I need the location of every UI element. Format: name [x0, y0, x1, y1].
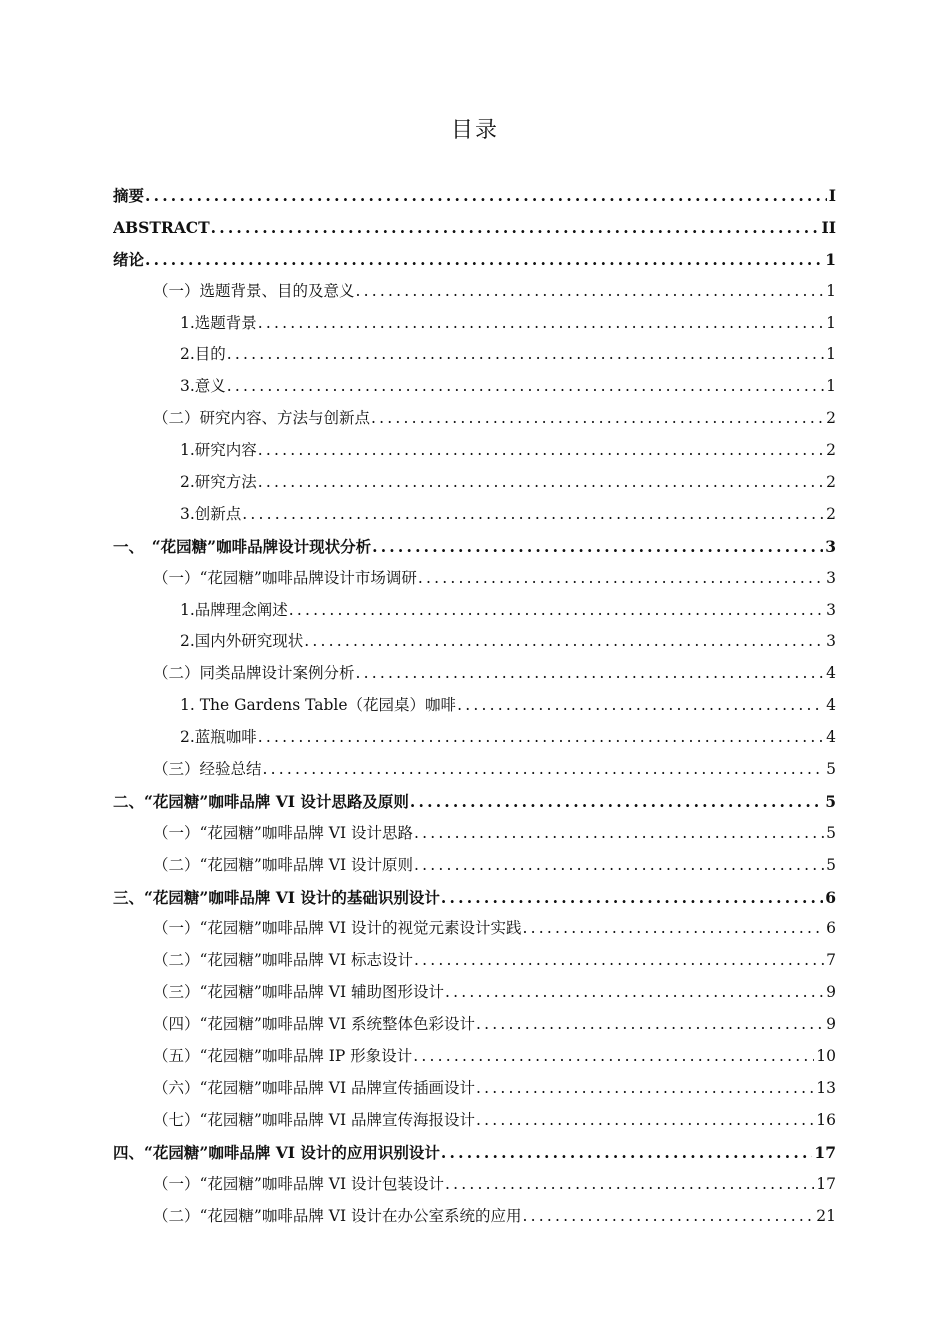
toc-page-number: 5 — [826, 760, 836, 779]
toc-page-number: 7 — [826, 951, 836, 970]
toc-entry-title: 2.国内外研究现状 — [180, 632, 304, 651]
toc-page-number: 9 — [826, 983, 836, 1002]
toc-subsection-entry[interactable] — [113, 467, 836, 499]
toc-entry-title: （四）“花园糖”咖啡品牌 VI 系统整体色彩设计 — [153, 1015, 476, 1034]
toc-entry-title: （三）经验总结 — [153, 760, 262, 779]
toc-section-entry[interactable] — [113, 1201, 836, 1233]
toc-subsection-entry[interactable] — [113, 308, 836, 340]
toc-entry-title: 三、“花园糖”咖啡品牌 VI 设计的基础识别设计 — [113, 887, 440, 907]
toc-page-number: 9 — [826, 1015, 836, 1034]
toc-entry-title: 二、“花园糖”咖啡品牌 VI 设计思路及原则 — [113, 791, 409, 811]
toc-page-number: 10 — [816, 1047, 836, 1066]
toc-page-number: 3 — [826, 600, 836, 619]
toc-dot-leader — [289, 595, 824, 627]
toc-entry-title: （二）“花园糖”咖啡品牌 VI 设计原则 — [153, 855, 414, 874]
toc-chapter-entry[interactable] — [113, 244, 836, 276]
toc-dot-leader — [258, 467, 824, 499]
toc-section-entry[interactable] — [113, 658, 836, 690]
toc-section-entry[interactable] — [113, 850, 836, 882]
toc-entry-title: ABSTRACT — [113, 217, 210, 237]
toc-entry-title: 3.创新点 — [180, 504, 242, 523]
toc-page-number: 5 — [826, 855, 836, 874]
table-of-contents — [113, 180, 836, 1232]
toc-dot-leader — [476, 1009, 824, 1041]
toc-chapter-entry[interactable] — [113, 180, 836, 212]
toc-page-number: 3 — [826, 568, 836, 587]
toc-page-number: 13 — [816, 1078, 836, 1097]
toc-entry-title: （二）同类品牌设计案例分析 — [153, 664, 355, 683]
toc-page-number: 4 — [826, 696, 836, 715]
toc-subsection-entry[interactable] — [113, 435, 836, 467]
toc-section-entry[interactable] — [113, 1041, 836, 1073]
toc-dot-leader — [258, 308, 824, 340]
toc-dot-leader — [445, 1169, 814, 1201]
toc-subsection-entry[interactable] — [113, 626, 836, 658]
toc-dot-leader — [457, 690, 824, 722]
toc-entry-title: 3.意义 — [180, 377, 226, 396]
toc-entry-title: 一、 “花园糖”咖啡品牌设计现状分析 — [113, 536, 372, 556]
toc-entry-title: （七）“花园糖”咖啡品牌 VI 品牌宣传海报设计 — [153, 1110, 476, 1129]
toc-section-entry[interactable] — [113, 977, 836, 1009]
toc-entry-title: （一）“花园糖”咖啡品牌设计市场调研 — [153, 568, 417, 587]
toc-dot-leader — [441, 882, 823, 914]
toc-page-number: 21 — [816, 1206, 836, 1225]
toc-entry-title: 1. The Gardens Table（花园桌）咖啡 — [180, 696, 457, 715]
toc-chapter-entry[interactable] — [113, 882, 836, 914]
toc-page-number: 2 — [826, 504, 836, 523]
toc-subsection-entry[interactable] — [113, 339, 836, 371]
toc-entry-title: （一）“花园糖”咖啡品牌 VI 设计的视觉元素设计实践 — [153, 919, 522, 938]
toc-section-entry[interactable] — [113, 403, 836, 435]
toc-section-entry[interactable] — [113, 1073, 836, 1105]
toc-chapter-entry[interactable] — [113, 1137, 836, 1169]
toc-section-entry[interactable] — [113, 754, 836, 786]
toc-section-entry[interactable] — [113, 1105, 836, 1137]
toc-subsection-entry[interactable] — [113, 595, 836, 627]
page-title: 目录 — [450, 118, 499, 143]
toc-page-number: I — [828, 186, 836, 205]
toc-page-number: 16 — [816, 1110, 836, 1129]
toc-chapter-entry[interactable] — [113, 786, 836, 818]
toc-subsection-entry[interactable] — [113, 499, 836, 531]
toc-page-number: II — [821, 217, 836, 237]
toc-entry-title: （五）“花园糖”咖啡品牌 IP 形象设计 — [153, 1047, 413, 1066]
toc-entry-title: （二）研究内容、方法与创新点 — [153, 409, 371, 428]
toc-entry-title: 2.目的 — [180, 345, 226, 364]
toc-entry-title: （一）选题背景、目的及意义 — [153, 281, 355, 300]
toc-page-number: 17 — [816, 1174, 836, 1193]
toc-dot-leader — [211, 212, 820, 244]
toc-subsection-entry[interactable] — [113, 371, 836, 403]
toc-dot-leader — [227, 371, 824, 403]
toc-entry-title: （二）“花园糖”咖啡品牌 VI 设计在办公室系统的应用 — [153, 1206, 522, 1225]
toc-dot-leader — [371, 403, 824, 435]
toc-section-entry[interactable] — [113, 1009, 836, 1041]
toc-page-number: 1 — [825, 249, 836, 269]
toc-page-number: 2 — [826, 441, 836, 460]
toc-dot-leader — [258, 722, 824, 754]
toc-page-number: 17 — [814, 1142, 836, 1162]
toc-page-number: 2 — [826, 409, 836, 428]
toc-page-number: 6 — [826, 919, 836, 938]
toc-dot-leader — [145, 180, 827, 212]
toc-dot-leader — [441, 1137, 813, 1169]
toc-dot-leader — [227, 339, 824, 371]
toc-dot-leader — [356, 658, 825, 690]
toc-page-number: 4 — [826, 664, 836, 683]
toc-page-number: 1 — [826, 281, 836, 300]
toc-entry-title: 绪论 — [113, 249, 145, 269]
toc-entry-title: （二）“花园糖”咖啡品牌 VI 标志设计 — [153, 951, 414, 970]
toc-page-number: 2 — [826, 473, 836, 492]
toc-entry-title: 2.研究方法 — [180, 473, 257, 492]
toc-dot-leader — [414, 818, 824, 850]
toc-dot-leader — [523, 913, 825, 945]
toc-dot-leader — [523, 1201, 815, 1233]
toc-dot-leader — [410, 786, 823, 818]
toc-entry-title: 2.蓝瓶咖啡 — [180, 728, 257, 747]
toc-dot-leader — [476, 1105, 814, 1137]
toc-page-number: 4 — [826, 728, 836, 747]
toc-entry-title: 1.研究内容 — [180, 441, 257, 460]
toc-dot-leader — [413, 1041, 814, 1073]
toc-dot-leader — [414, 945, 824, 977]
toc-section-entry[interactable] — [113, 818, 836, 850]
toc-section-entry[interactable] — [113, 563, 836, 595]
toc-dot-leader — [476, 1073, 814, 1105]
toc-dot-leader — [263, 754, 825, 786]
toc-dot-leader — [418, 563, 824, 595]
toc-entry-title: 四、“花园糖”咖啡品牌 VI 设计的应用识别设计 — [113, 1142, 440, 1162]
toc-entry-title: （一）“花园糖”咖啡品牌 VI 设计思路 — [153, 823, 414, 842]
toc-chapter-entry[interactable] — [113, 531, 836, 563]
toc-page-number: 3 — [825, 536, 836, 556]
toc-dot-leader — [242, 499, 824, 531]
toc-dot-leader — [445, 977, 824, 1009]
toc-entry-title: （一）“花园糖”咖啡品牌 VI 设计包装设计 — [153, 1174, 445, 1193]
toc-dot-leader — [304, 626, 824, 658]
toc-entry-title: （三）“花园糖”咖啡品牌 VI 辅助图形设计 — [153, 983, 445, 1002]
toc-page-number: 5 — [825, 791, 836, 811]
toc-page-number: 3 — [826, 632, 836, 651]
toc-page-number: 1 — [826, 345, 836, 364]
toc-page-number: 6 — [825, 887, 836, 907]
toc-section-entry[interactable] — [113, 1169, 836, 1201]
toc-entry-title: 1.选题背景 — [180, 313, 257, 332]
toc-page-number: 5 — [826, 823, 836, 842]
toc-page-number: 1 — [826, 313, 836, 332]
toc-entry-title: 1.品牌理念阐述 — [180, 600, 288, 619]
toc-page-number: 1 — [826, 377, 836, 396]
toc-subsection-entry[interactable] — [113, 690, 836, 722]
toc-entry-title: 摘要 — [113, 186, 145, 205]
toc-dot-leader — [372, 531, 823, 563]
toc-subsection-entry[interactable] — [113, 722, 836, 754]
toc-section-entry[interactable] — [113, 913, 836, 945]
toc-dot-leader — [258, 435, 824, 467]
toc-section-entry[interactable] — [113, 945, 836, 977]
toc-section-entry[interactable] — [113, 276, 836, 308]
toc-dot-leader — [145, 244, 823, 276]
toc-entry-title: （六）“花园糖”咖啡品牌 VI 品牌宣传插画设计 — [153, 1078, 476, 1097]
toc-dot-leader — [356, 276, 825, 308]
toc-chapter-entry[interactable] — [113, 212, 836, 244]
toc-dot-leader — [414, 850, 824, 882]
